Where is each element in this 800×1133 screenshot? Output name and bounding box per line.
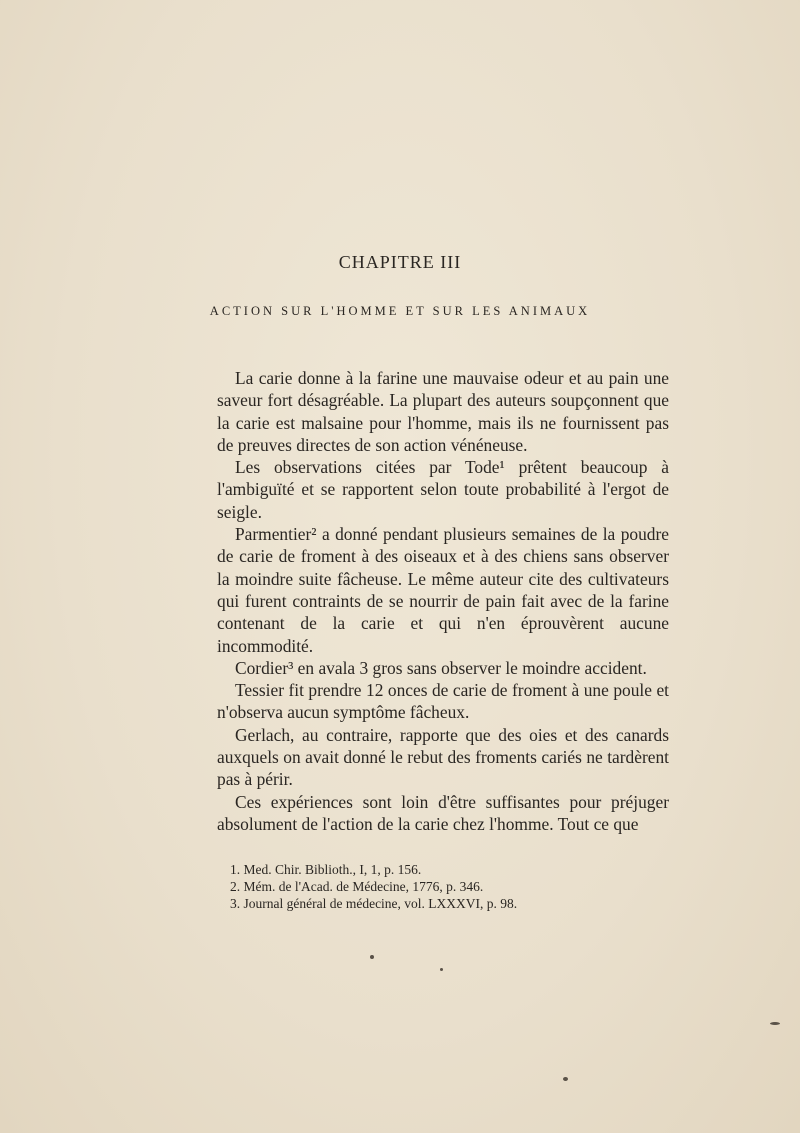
footnotes [217,861,669,912]
footnote: 1. Med. Chir. Biblioth., I, 1, p. 156. [230,862,422,877]
paragraph: Cordier³ en avala 3 gros sans observer le moindre accident. [235,657,647,678]
paper-speck [563,1077,568,1081]
paragraph: La carie donne à la farine une mauvaise odeur et au pain une saveur fort désagréable. La plupart des auteurs soupçonnent que la carie est malsaine pour l'homme, mais ils ne fournissent pas de preuves directes de son action vénéneuse. [217,368,669,455]
paper-speck [370,955,374,959]
footnote: 3. Journal général de médecine, vol. LXXXVI, p. 98. [230,896,518,911]
section-title: ACTION SUR L'HOMME ET SUR LES ANIMAUX [209,304,591,318]
paper-speck [770,1022,780,1025]
paragraph: Gerlach, au contraire, rapporte que des oies et des canards auxquels on avait donné le rebut des froments cariés ne tardèrent pas à périr. [217,724,669,790]
footnote: 2. Mém. de l'Acad. de Médecine, 1776, p. 346. [230,879,484,894]
paragraph: Tessier fit prendre 12 onces de carie de froment à une poule et n'observa aucun symptôme fâcheux. [217,680,669,723]
paragraph: Les observations citées par Tode¹ prêtent beaucoup à l'ambiguïté et se rapportent selon toute probabilité à l'ergot de seigle. [217,457,669,522]
body-text [217,367,669,835]
paper-speck [440,968,443,971]
paragraph: Parmentier² a donné pendant plusieurs semaines de la poudre de carie de froment à des oiseaux et à des chiens sans observer la moindre suite fâcheuse. Le même auteur cite des cultivateurs qui furent contraints de se nourrir de pain fait avec de la farine contenant de la carie et qui n'en éprouvèrent aucune incommodité. [217,524,669,656]
chapter-title: CHAPITRE III [338,252,462,272]
paragraph: Ces expériences sont loin d'être suffisantes pour préjuger absolument de l'action de la carie chez l'homme. Tout ce que [217,791,669,834]
